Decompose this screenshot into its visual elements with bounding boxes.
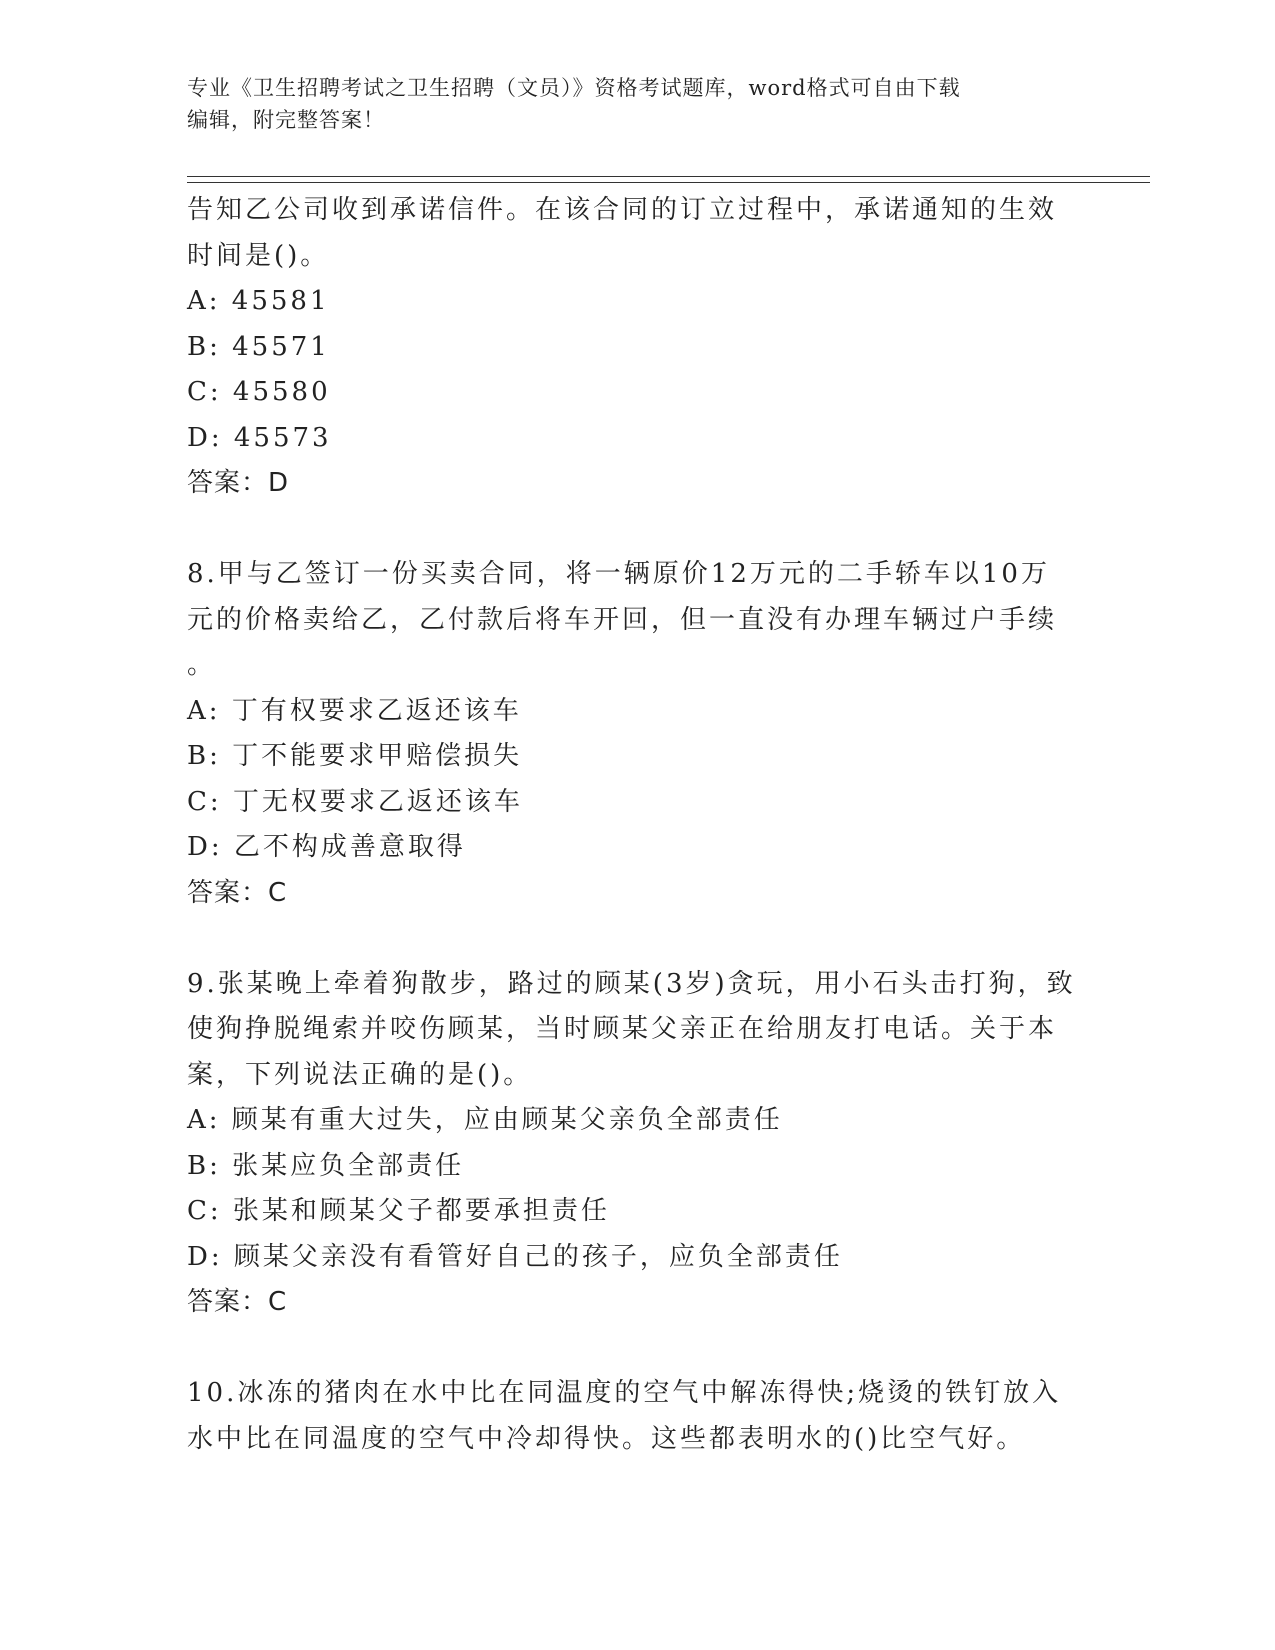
answer-line: 答案：D: [187, 468, 290, 498]
question-stem-line: 元的价格卖给乙，乙付款后将车开回，但一直没有办理车辆过户手续: [187, 604, 1058, 635]
spacer: [187, 507, 1087, 553]
option-a: A: 顾某有重大过失，应由顾某父亲负全部责任: [187, 1105, 783, 1135]
option-c: C: 张某和顾某父子都要承担责任: [187, 1196, 610, 1226]
question-stem-line: 10.冰冻的猪肉在水中比在同温度的空气中解冻得快;烧烫的铁钉放入: [187, 1378, 1062, 1408]
header-line-2: 编辑，附完整答案！: [187, 108, 385, 132]
spacer: [187, 1326, 1087, 1372]
question-stem-line: 使狗挣脱绳索并咬伤顾某，当时顾某父亲正在给朋友打电话。关于本: [187, 1014, 1058, 1044]
option-c: C: 丁无权要求乙返还该车: [187, 786, 523, 817]
option-b: B: 丁不能要求甲赔偿损失: [187, 741, 523, 771]
question-stem-line: 9.张某晚上牵着狗散步，路过的顾某(3岁)贪玩，用小石头击打狗，致: [187, 968, 1076, 999]
question-stem-line: 案，下列说法正确的是()。: [187, 1059, 533, 1090]
option-d: D: 顾某父亲没有看管好自己的孩子，应负全部责任: [187, 1241, 843, 1272]
option-d: D: 乙不构成善意取得: [187, 832, 466, 862]
question-stem-line: 告知乙公司收到承诺信件。在该合同的订立过程中，承诺通知的生效: [187, 195, 1058, 225]
answer-line: 答案：C: [187, 877, 288, 908]
question-stem-line: 时间是()。: [187, 240, 330, 271]
option-a: A: 45581: [187, 286, 330, 316]
question-list: [187, 188, 1087, 1462]
header-divider-bottom: [187, 182, 1150, 183]
header-line-1: 专业《卫生招聘考试之卫生招聘（文员）》资格考试题库，word格式可自由下载: [187, 76, 961, 100]
question-stem-line: 8.甲与乙签订一份买卖合同，将一辆原价12万元的二手轿车以10万: [187, 559, 1050, 589]
question-stem-line: 水中比在同温度的空气中冷却得快。这些都表明水的()比空气好。: [187, 1423, 1026, 1454]
option-b: B: 张某应负全部责任: [187, 1150, 465, 1181]
question-stem-line: 。: [187, 650, 217, 680]
option-c: C: 45580: [187, 377, 331, 407]
question-8: [187, 552, 1087, 916]
option-d: D: 45573: [187, 422, 332, 453]
question-10: [187, 1371, 1087, 1462]
option-a: A: 丁有权要求乙返还该车: [187, 695, 522, 726]
question-7: [187, 188, 1087, 507]
document-header: [187, 72, 1067, 136]
answer-line: 答案：C: [187, 1287, 288, 1317]
spacer: [187, 916, 1087, 962]
option-b: B: 45571: [187, 331, 330, 362]
header-divider-top: [187, 176, 1150, 177]
question-9: [187, 962, 1087, 1326]
